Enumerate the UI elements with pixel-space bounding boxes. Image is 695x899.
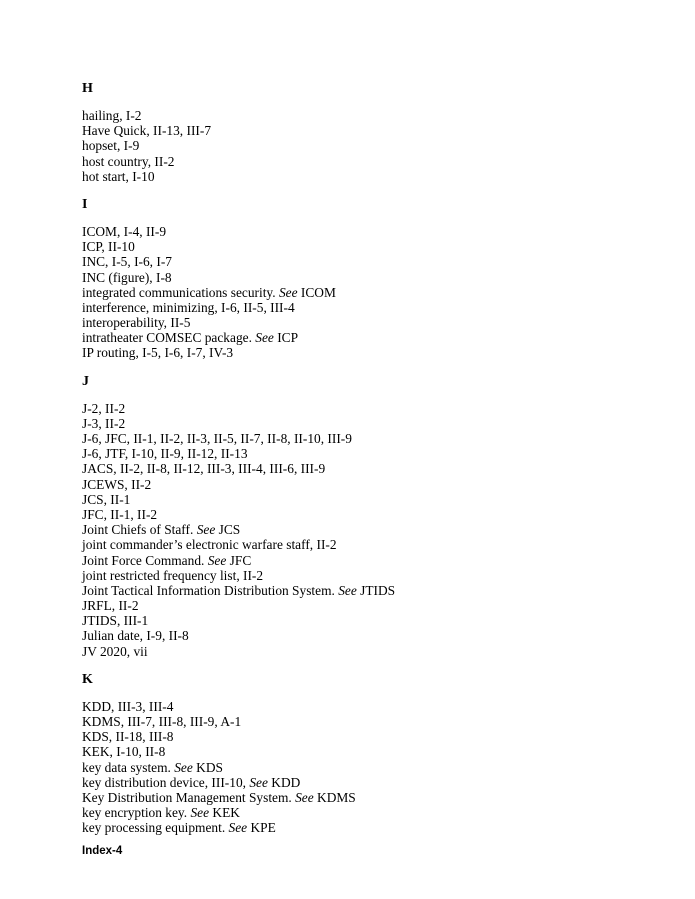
section-letter-heading: K: [82, 671, 93, 687]
index-entry-text: key distribution device, III-10,: [82, 774, 250, 790]
index-entry-text: Joint Force Command.: [82, 552, 208, 568]
see-reference-target: KDD: [267, 774, 301, 790]
index-entry-text: joint commander’s electronic warfare staff, II-2: [82, 537, 337, 553]
index-entry-text: host country, II-2: [82, 153, 175, 169]
index-entry-text: JCEWS, II-2: [82, 476, 152, 492]
index-entry-text: intratheater COMSEC package.: [82, 330, 256, 346]
index-entry-text: Julian date, I-9, II-8: [82, 628, 189, 644]
index-entry: [82, 775, 642, 790]
index-entry-text: KEK, I-10, II-8: [82, 744, 166, 760]
index-entry: [82, 477, 642, 492]
see-reference-target: KEK: [209, 805, 240, 821]
index-entry-text: Joint Tactical Information Distribution System.: [82, 582, 339, 598]
index-entry: [82, 790, 642, 805]
index-entry-text: KDS, II-18, III-8: [82, 729, 174, 745]
see-reference-target: KDS: [192, 759, 223, 775]
section-letter-heading: I: [82, 196, 88, 212]
index-entry: [82, 270, 642, 285]
see-reference-label: See: [190, 805, 210, 821]
index-entry: [82, 154, 642, 169]
index-entry: [82, 805, 642, 820]
index-entry-text: key encryption key.: [82, 805, 191, 821]
index-entry-text: J-3, II-2: [82, 415, 126, 431]
index-entry: [82, 254, 642, 269]
index-entry-text: J-6, JTF, I-10, II-9, II-12, II-13: [82, 446, 248, 462]
index-entry-text: J-2, II-2: [82, 400, 126, 416]
index-entry-text: J-6, JFC, II-1, II-2, II-3, II-5, II-7, II-8, II-10, III-9: [82, 431, 352, 446]
section-letter-heading: H: [82, 81, 93, 96]
index-entry: [82, 699, 642, 714]
see-reference-label: See: [207, 552, 227, 568]
index-entry: [82, 820, 642, 835]
index-entry-text: Joint Chiefs of Staff.: [82, 522, 197, 538]
see-reference-label: See: [249, 774, 268, 790]
index-entry: [82, 507, 642, 522]
index-entry-list: [82, 224, 642, 361]
index-entry: [82, 598, 642, 613]
see-reference-target: JCS: [215, 522, 241, 538]
see-reference-label: See: [295, 789, 314, 805]
index-section-j: [82, 373, 642, 659]
section-letter-heading: J: [82, 373, 89, 389]
index-entry: [82, 169, 642, 184]
index-entry-text: JACS, II-2, II-8, II-12, III-3, III-4, III-6, III-9: [82, 461, 326, 477]
index-entry: [82, 431, 642, 446]
page-number-footer: Index-4: [82, 845, 123, 857]
index-entry: [82, 345, 642, 360]
index-entry: [82, 492, 642, 507]
index-entry: [82, 239, 642, 254]
index-entry: [82, 760, 642, 775]
index-entry-text: Have Quick, II-13, III-7: [82, 123, 212, 139]
index-entry-text: ICP, II-10: [82, 239, 135, 255]
index-entry-text: KDD, III-3, III-4: [82, 698, 174, 714]
index-entry-text: ICOM, I-4, II-9: [82, 223, 167, 239]
index-entry: [82, 446, 642, 461]
index-entry-list: [82, 699, 642, 836]
index-entry-text: interoperability, II-5: [82, 315, 191, 331]
see-reference-target: ICOM: [297, 284, 336, 300]
index-entry: [82, 744, 642, 759]
index-entry: [82, 628, 642, 643]
index-entry-list: [82, 108, 642, 184]
index-entry: [82, 138, 642, 153]
see-reference-label: See: [174, 759, 193, 775]
index-page-content: [82, 80, 642, 848]
index-entry: [82, 461, 642, 476]
index-entry-list: [82, 401, 642, 659]
index-entry: [82, 285, 642, 300]
index-entry: [82, 108, 642, 123]
index-entry: [82, 714, 642, 729]
index-entry: [82, 224, 642, 239]
index-entry-text: IP routing, I-5, I-6, I-7, IV-3: [82, 345, 234, 361]
see-reference-target: KDMS: [313, 789, 356, 805]
see-reference-target: KPE: [247, 820, 276, 836]
index-entry: [82, 583, 642, 598]
index-entry: [82, 613, 642, 628]
index-entry-text: hailing, I-2: [82, 108, 142, 123]
index-entry: [82, 553, 642, 568]
index-entry-text: INC (figure), I-8: [82, 269, 172, 285]
index-entry: [82, 537, 642, 552]
index-entry: [82, 416, 642, 431]
index-entry: [82, 568, 642, 583]
index-entry-text: KDMS, III-7, III-8, III-9, A-1: [82, 714, 242, 729]
see-reference-target: JTIDS: [356, 582, 396, 598]
index-section-k: [82, 671, 642, 836]
index-entry: [82, 401, 642, 416]
index-entry: [82, 315, 642, 330]
index-section-h: [82, 80, 642, 184]
index-entry-text: integrated communications security.: [82, 284, 279, 300]
index-entry-text: Key Distribution Management System.: [82, 789, 296, 805]
index-entry-text: JTIDS, III-1: [82, 613, 149, 629]
index-entry-text: JV 2020, vii: [82, 643, 148, 659]
see-reference-target: ICP: [273, 330, 299, 346]
index-entry: [82, 330, 642, 345]
see-reference-label: See: [255, 330, 274, 346]
see-reference-target: JFC: [226, 552, 252, 568]
index-entry-text: interference, minimizing, I-6, II-5, III-4: [82, 299, 295, 315]
index-entry-text: joint restricted frequency list, II-2: [82, 567, 264, 583]
index-entry-text: JRFL, II-2: [82, 598, 139, 614]
index-entry: [82, 729, 642, 744]
see-reference-label: See: [278, 284, 298, 300]
index-entry-text: key data system.: [82, 759, 175, 775]
index-entry-text: hopset, I-9: [82, 138, 140, 154]
index-entry-text: hot start, I-10: [82, 168, 155, 184]
index-entry: [82, 123, 642, 138]
index-entry: [82, 300, 642, 315]
see-reference-label: See: [196, 522, 216, 538]
index-section-i: [82, 196, 642, 361]
index-entry-text: JFC, II-1, II-2: [82, 506, 158, 522]
index-entry: [82, 522, 642, 537]
index-entry: [82, 644, 642, 659]
see-reference-label: See: [338, 582, 357, 598]
see-reference-label: See: [228, 820, 248, 836]
index-entry-text: INC, I-5, I-6, I-7: [82, 254, 172, 270]
index-entry-text: key processing equipment.: [82, 820, 229, 836]
index-entry-text: JCS, II-1: [82, 491, 131, 507]
